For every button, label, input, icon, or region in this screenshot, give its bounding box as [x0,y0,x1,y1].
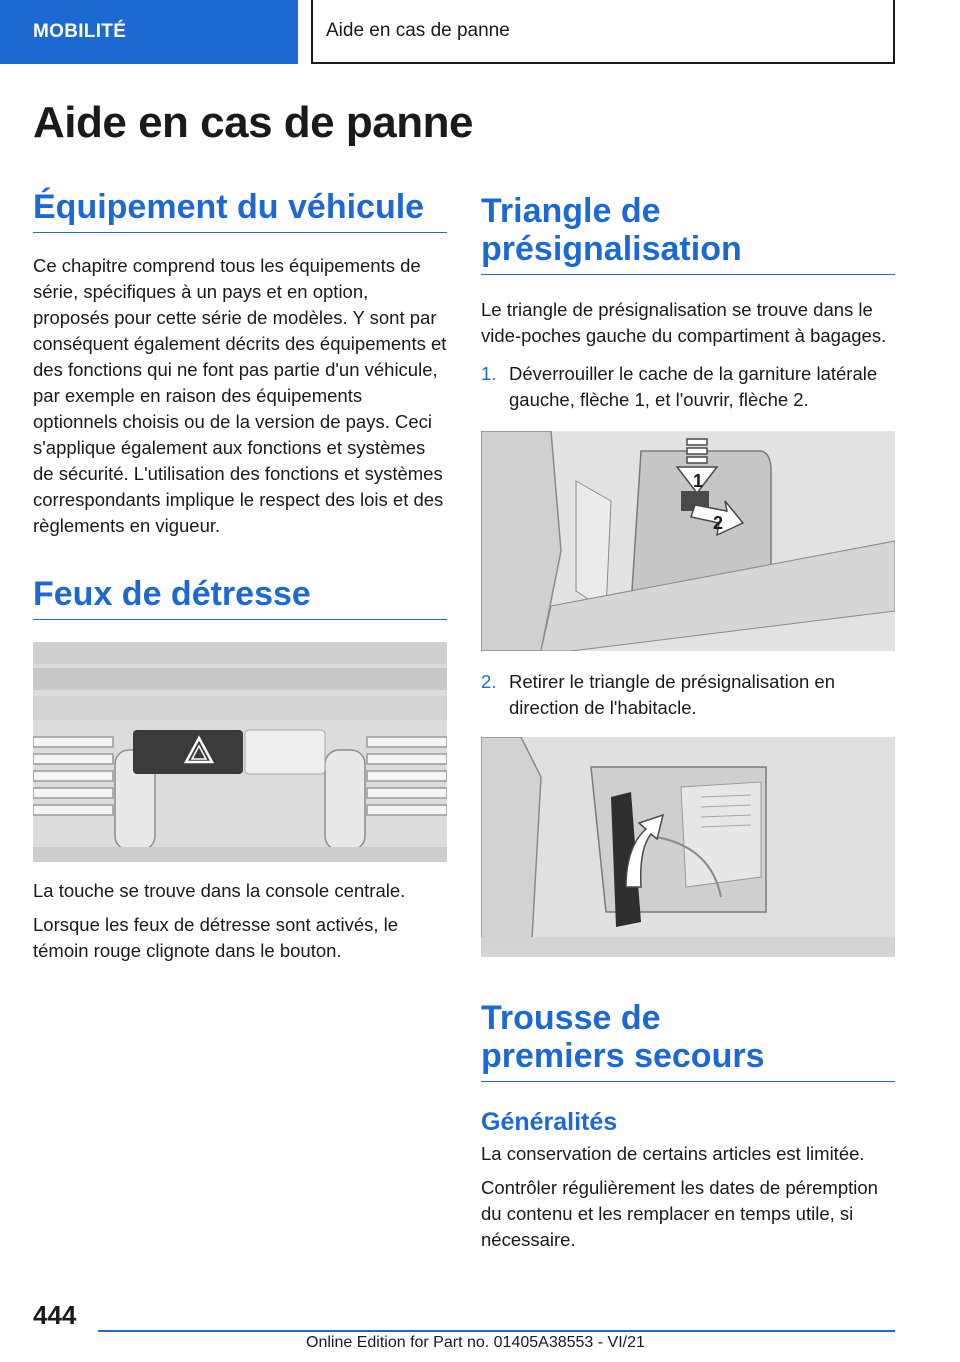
triangle-cover-image [481,431,895,651]
firstaid-subtitle: Généralités [481,1108,618,1136]
trunk-compartment-illustration [481,737,895,957]
hazard-text-2: Lorsque les feux de détresse sont activés, le témoin rouge clignote dans le bouton. [33,914,399,961]
step-number-1: 1. [481,363,497,384]
firstaid-title: Trousse de premiers secours [481,999,765,1075]
step-item-1 [481,361,895,413]
step-text-2: Retirer le triangle de présignalisation en direction de l'habitacle. [509,671,835,718]
equipment-text: Ce chapitre comprend tous les équipements de série, spécifiques à un pays et en option, proposés pour cette série de modèles. Y sont par conséquent également décrits des équipements et des fonctions qui ne font pas partie d'un véhicule, par exemple en raison des équipements optionnels choisis ou de la version de pays. Ceci s'applique également aux fonctions et systèmes de sécurité. L'utilisation des fonctions et systèmes correspondants implique le respect des lois et des règlements en vigueur. [33,255,447,536]
hazard-button-image [33,642,447,862]
page-number: 444 [33,1300,77,1330]
trunk-trim-illustration [481,431,895,651]
header-chapter-box [311,0,895,64]
hazard-console-illustration [33,642,447,862]
step-number-2: 2. [481,671,497,692]
left-column [33,188,447,964]
firstaid-text-2: Contrôler régulièrement les dates de péremption du contenu et les remplacer en temps utile, si nécessaire. [481,1177,878,1250]
step-text-1: Déverrouiller le cache de la garniture latérale gauche, flèche 1, et l'ouvrir, flèche 2. [509,363,878,410]
header-chapter-label: Aide en cas de panne [326,20,510,41]
footer-rule [98,1330,895,1332]
equipment-title: Équipement du véhicule [33,188,447,233]
page-title: Aide en cas de panne [33,98,473,147]
hazard-title: Feux de détresse [33,575,447,620]
hazard-text-1: La touche se trouve dans la console centrale. [33,880,406,901]
triangle-removal-image [481,737,895,957]
firstaid-text-1: La conservation de certains articles est limitée. [481,1143,865,1164]
arrow-label-2: 2 [713,513,724,533]
header-section-tab: MOBILITÉ [0,0,298,64]
step-item-2 [481,669,895,721]
triangle-steps-continued [481,669,895,721]
right-column [481,192,895,1253]
triangle-title: Triangle de présignalisation [481,192,742,268]
arrow-label-1: 1 [693,471,704,491]
triangle-intro: Le triangle de présignalisation se trouve dans le vide-poches gauche du compartiment à bagages. [481,299,887,346]
footer-edition: Online Edition for Part no. 01405A38553 - VI/21 [306,1334,645,1351]
triangle-steps [481,361,895,413]
